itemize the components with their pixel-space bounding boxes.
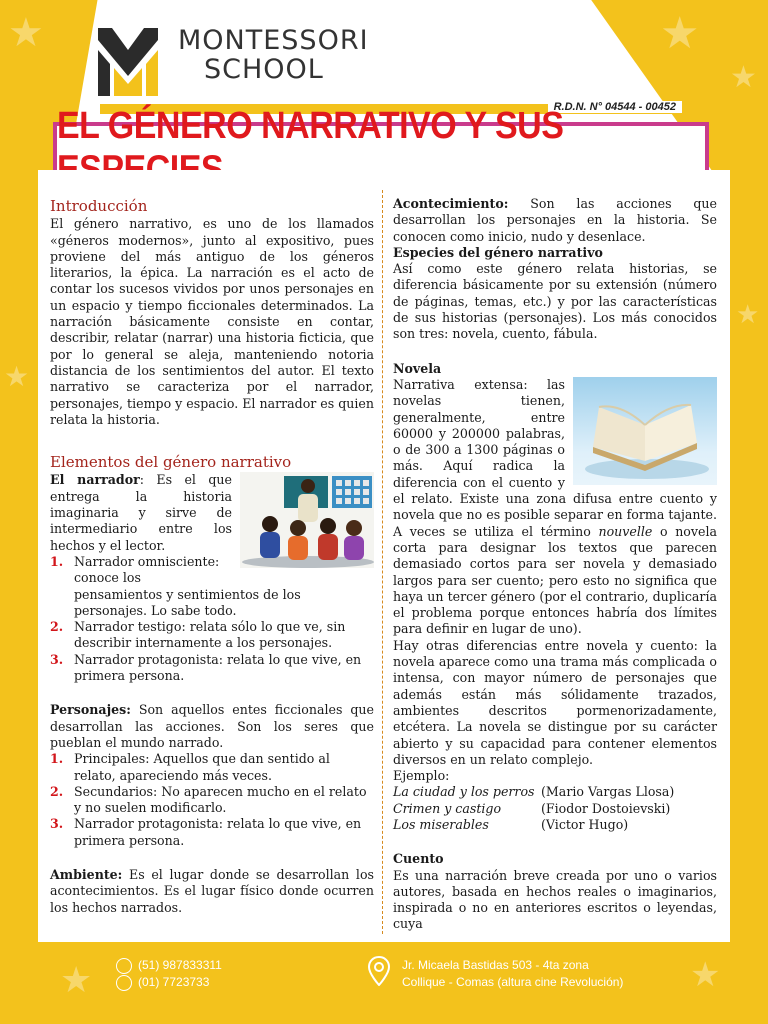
- diferencias-text: Hay otras diferencias entre novela y cuento: la novela aparece como una trama más complicada o intensa, con mayor número de personajes que además están más sólidamente trazados, ambientes descritos pormenorizadamente, etcétera. La novela se distingue por su carácter abierto y su capacidad para contener elementos diversos en un relato complejo.: [393, 637, 717, 767]
- left-column: [50, 198, 374, 916]
- school-name: MONTESSORI SCHOOL: [178, 25, 369, 85]
- whatsapp-icon: [116, 958, 132, 974]
- novela-text: Narrativa extensa: las novelas tienen, generalmente, entre 60000 y 200000 palabras, o de 300 a 1300 páginas o más. Aquí radica la diferencia con el cuento y el relato. Existe una zona difusa entre cuento y novela que no es posible separar en forma tajante. A veces se utiliza el término nouvelle o novela corta para designar los textos que parecen demasiado cortos para ser novela y demasiado largos para ser cuento; pero esto no significa que haya un tercer género (por el contrario, duplicaría el problema porque entonces habría dos límites para definir en lugar de uno).: [393, 376, 717, 637]
- narrador-text: : Es el que entrega la historia imaginaria y sirve de intermediario entre los hechos y el lector.: [50, 472, 232, 553]
- background: ★ ★ ★ ★ ★ ★ ★: [0, 0, 768, 1024]
- novela-heading: Novela: [393, 360, 442, 376]
- school-logo-icon: [98, 28, 158, 96]
- cuento-heading: Cuento: [393, 851, 444, 867]
- example-author: (Fiodor Dostoievski): [541, 800, 671, 816]
- personajes-paragraph: Personajes: Son aquellos entes ficcionales que desarrollan las acciones. Son los seres que pueblan el mundo narrado.: [50, 702, 374, 750]
- example-title: Los miserables: [393, 816, 489, 832]
- right-column: [393, 196, 717, 933]
- example-author: (Victor Hugo): [541, 816, 629, 832]
- examples-table: [393, 784, 717, 833]
- list-item: 1. Principales: Aquellos que dan sentido al relato, apareciendo más veces.: [50, 751, 330, 783]
- example-title: La ciudad y los perros: [393, 784, 535, 800]
- intro-text: El género narrativo, es uno de los llamados «géneros modernos», junto al expositivo, pues proviene del más antiguo de los géneros literarios, la épica. La narración es el acto de contar los sucesos vividos por unos personajes en un espacio y tiempo ficcionales determinados. La narración básicamente consiste en contar, describir, relatar (narrar) una historia ficticia, que por lo general se aleja, manteniendo notoria distancia de los sentimientos del autor. El texto narrativo se caracteriza por el narrador, personajes, tiempo y espacio. El narrador es quien relata la historia.: [50, 216, 374, 427]
- address-line1: Jr. Micaela Bastidas 503 - 4ta zona: [402, 958, 589, 972]
- address-line2: Collique - Comas (altura cine Revolución): [402, 975, 624, 989]
- list-item: 1. Narrador omnisciente: conoce los pensamientos y sentimientos de los personajes. Lo sabe todo.: [50, 553, 301, 618]
- example-author: (Mario Vargas Llosa): [541, 784, 675, 800]
- personajes-types-list: [50, 751, 374, 849]
- open-book-illustration: [573, 377, 717, 485]
- list-item: 2. Narrador testigo: relata sólo lo que ve, sin describir internamente a los personajes.: [50, 619, 346, 651]
- phone-landline: (01) 7723733: [138, 975, 210, 989]
- especies-heading: Especies del género narrativo: [393, 244, 603, 260]
- acontecimiento-paragraph: Acontecimiento: Son las acciones que desarrollan los personajes en la historia. Se conocen como inicio, nudo y desenlace.: [393, 196, 717, 244]
- open-book-icon: [573, 377, 717, 485]
- footer: [0, 942, 768, 1024]
- phone-icon: [116, 975, 132, 991]
- column-divider: [382, 190, 383, 934]
- personajes-label: Personajes:: [50, 702, 131, 718]
- rdn-number: R.D.N. N° 04544 - 00452: [548, 101, 682, 113]
- narrador-types-list: [50, 554, 374, 684]
- intro-heading: Introducción: [50, 197, 148, 215]
- page-title: EL GÉNERO NARRATIVO Y SUS: [57, 104, 564, 147]
- cuento-text: Es una narración breve creada por uno o varios autores, basada en hechos reales o imaginarios, inspirada o no en anteriores escritos o leyendas, cuya: [393, 867, 717, 932]
- especies-text: Así como este género relata historias, se diferencia básicamente por su extensión (número de páginas, temas, etc.) y por las características de sus historias (personajes). Los más conocidos son tres: novela, cuento, fábula.: [393, 261, 717, 342]
- phone-whatsapp: (51) 987833311: [138, 958, 222, 972]
- list-item: 3. Narrador protagonista: relata lo que vive, en primera persona.: [50, 651, 362, 684]
- location-pin-icon: [368, 956, 390, 986]
- example-title: Crimen y castigo: [393, 800, 502, 816]
- ejemplo-label: Ejemplo:: [393, 768, 450, 784]
- ambiente-paragraph: Ambiente: Es el lugar donde se desarrollan los acontecimientos. Es el lugar físico donde ocurren los hechos narrados.: [50, 866, 374, 915]
- ambiente-label: Ambiente:: [50, 866, 123, 882]
- list-item: 2. Secundarios: No aparecen mucho en el relato y no suelen modificarlo.: [50, 783, 367, 816]
- list-item: 3. Narrador protagonista: relata lo que vive, en primera persona.: [50, 816, 362, 848]
- elements-heading: Elementos del género narrativo: [50, 453, 292, 472]
- narrador-label: El narrador: [50, 472, 140, 488]
